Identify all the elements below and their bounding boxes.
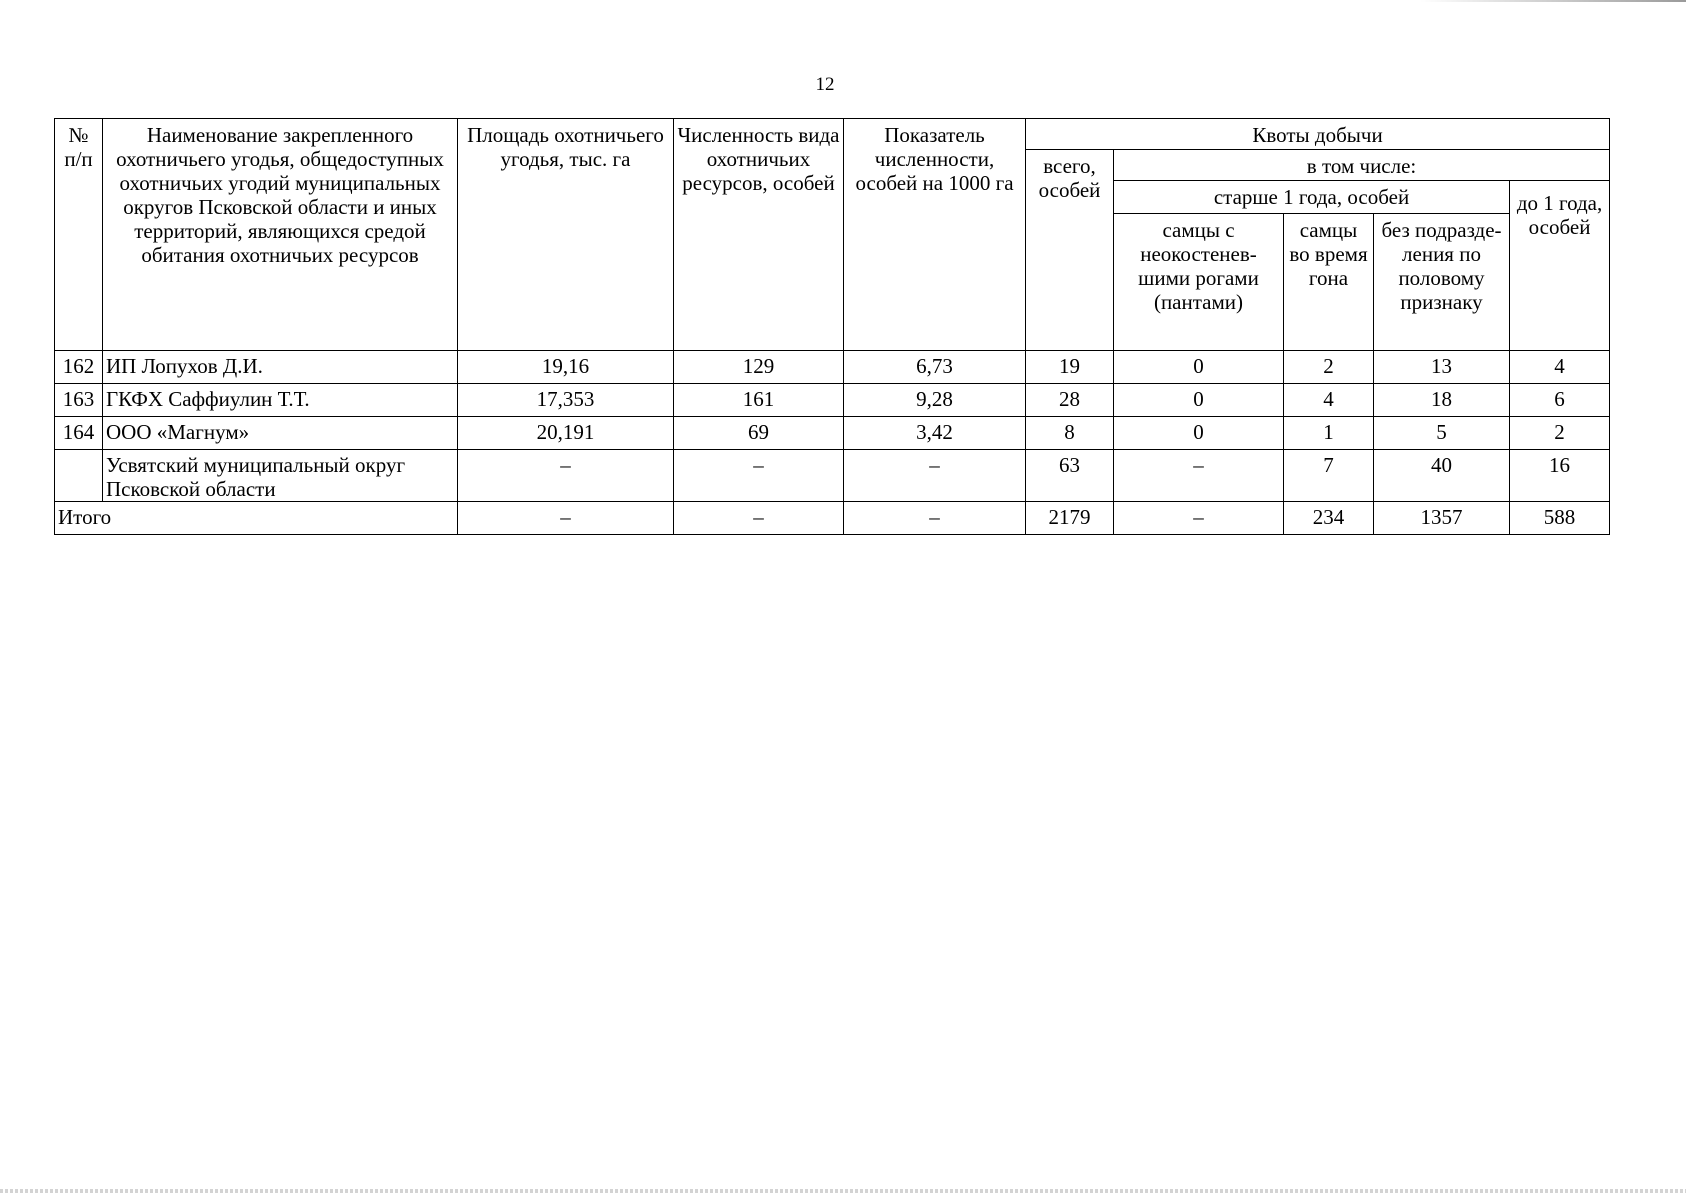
cell-males-antlers: 0 (1114, 351, 1284, 384)
cell-under-1y: 16 (1510, 450, 1610, 502)
cell-name: ГКФХ Саффиулин Т.Т. (103, 384, 458, 417)
cell-area: 20,191 (458, 417, 674, 450)
cell-total: 8 (1026, 417, 1114, 450)
cell-name: ИП Лопухов Д.И. (103, 351, 458, 384)
table-row-subtotal (55, 450, 1610, 502)
cell-num: 163 (55, 384, 103, 417)
cell-num (55, 450, 103, 502)
cell-no-sex: 5 (1374, 417, 1510, 450)
cell-no-sex: 18 (1374, 384, 1510, 417)
cell-area: – (458, 450, 674, 502)
cell-population: 69 (674, 417, 844, 450)
cell-males-rut: 234 (1284, 502, 1374, 535)
table-row (55, 351, 1610, 384)
cell-total: 2179 (1026, 502, 1114, 535)
cell-males-antlers: 0 (1114, 384, 1284, 417)
table-row (55, 417, 1610, 450)
cell-area: – (458, 502, 674, 535)
header-total: всего, особей (1026, 150, 1114, 351)
cell-under-1y: 4 (1510, 351, 1610, 384)
header-density: Показатель численности, особей на 1000 га (844, 119, 1026, 351)
cell-density: – (844, 502, 1026, 535)
cell-area: 19,16 (458, 351, 674, 384)
cell-population: 129 (674, 351, 844, 384)
cell-density: 9,28 (844, 384, 1026, 417)
cell-no-sex: 40 (1374, 450, 1510, 502)
cell-total: 28 (1026, 384, 1114, 417)
cell-males-rut: 1 (1284, 417, 1374, 450)
cell-num: 164 (55, 417, 103, 450)
header-older-1y: старше 1 года, особей (1114, 181, 1510, 214)
cell-total-label: Итого (55, 502, 458, 535)
header-no-sex: без подразде-ления по половому признаку (1374, 214, 1510, 351)
cell-males-antlers: – (1114, 502, 1284, 535)
cell-density: 6,73 (844, 351, 1026, 384)
header-quotas: Квоты добычи (1026, 119, 1610, 150)
cell-no-sex: 1357 (1374, 502, 1510, 535)
header-including: в том числе: (1114, 150, 1610, 181)
scan-edge-bottom (0, 1189, 1686, 1193)
cell-total: 63 (1026, 450, 1114, 502)
header-under-1y: до 1 года, особей (1510, 181, 1610, 351)
cell-males-antlers: – (1114, 450, 1284, 502)
cell-under-1y: 6 (1510, 384, 1610, 417)
cell-population: – (674, 450, 844, 502)
cell-under-1y: 2 (1510, 417, 1610, 450)
cell-name: ООО «Магнум» (103, 417, 458, 450)
cell-population: – (674, 502, 844, 535)
cell-under-1y: 588 (1510, 502, 1610, 535)
cell-males-antlers: 0 (1114, 417, 1284, 450)
cell-males-rut: 7 (1284, 450, 1374, 502)
cell-males-rut: 2 (1284, 351, 1374, 384)
table-row (55, 384, 1610, 417)
hunting-quota-table (54, 118, 1610, 535)
table-row-total (55, 502, 1610, 535)
header-population: Численность вида охотничьих ресурсов, особей (674, 119, 844, 351)
header-num: № п/п (55, 119, 103, 351)
header-name: Наименование закрепленного охотничьего угодья, общедоступных охотничьих угодий муниципальных округов Псковской области и иных территорий, являющихся средой обитания охотничьих ресурсов (103, 119, 458, 351)
cell-density: 3,42 (844, 417, 1026, 450)
header-males-antlers: самцы с неокостенев-шими рогами (пантами) (1114, 214, 1284, 351)
cell-density: – (844, 450, 1026, 502)
cell-total: 19 (1026, 351, 1114, 384)
header-males-rut: самцы во время гона (1284, 214, 1374, 351)
cell-area: 17,353 (458, 384, 674, 417)
cell-num: 162 (55, 351, 103, 384)
header-area: Площадь охотничьего угодья, тыс. га (458, 119, 674, 351)
cell-name: Усвятский муниципальный округ Псковской области (103, 450, 458, 502)
scan-edge-top (1420, 0, 1686, 2)
page-number: 12 (815, 74, 835, 95)
cell-population: 161 (674, 384, 844, 417)
cell-no-sex: 13 (1374, 351, 1510, 384)
cell-males-rut: 4 (1284, 384, 1374, 417)
